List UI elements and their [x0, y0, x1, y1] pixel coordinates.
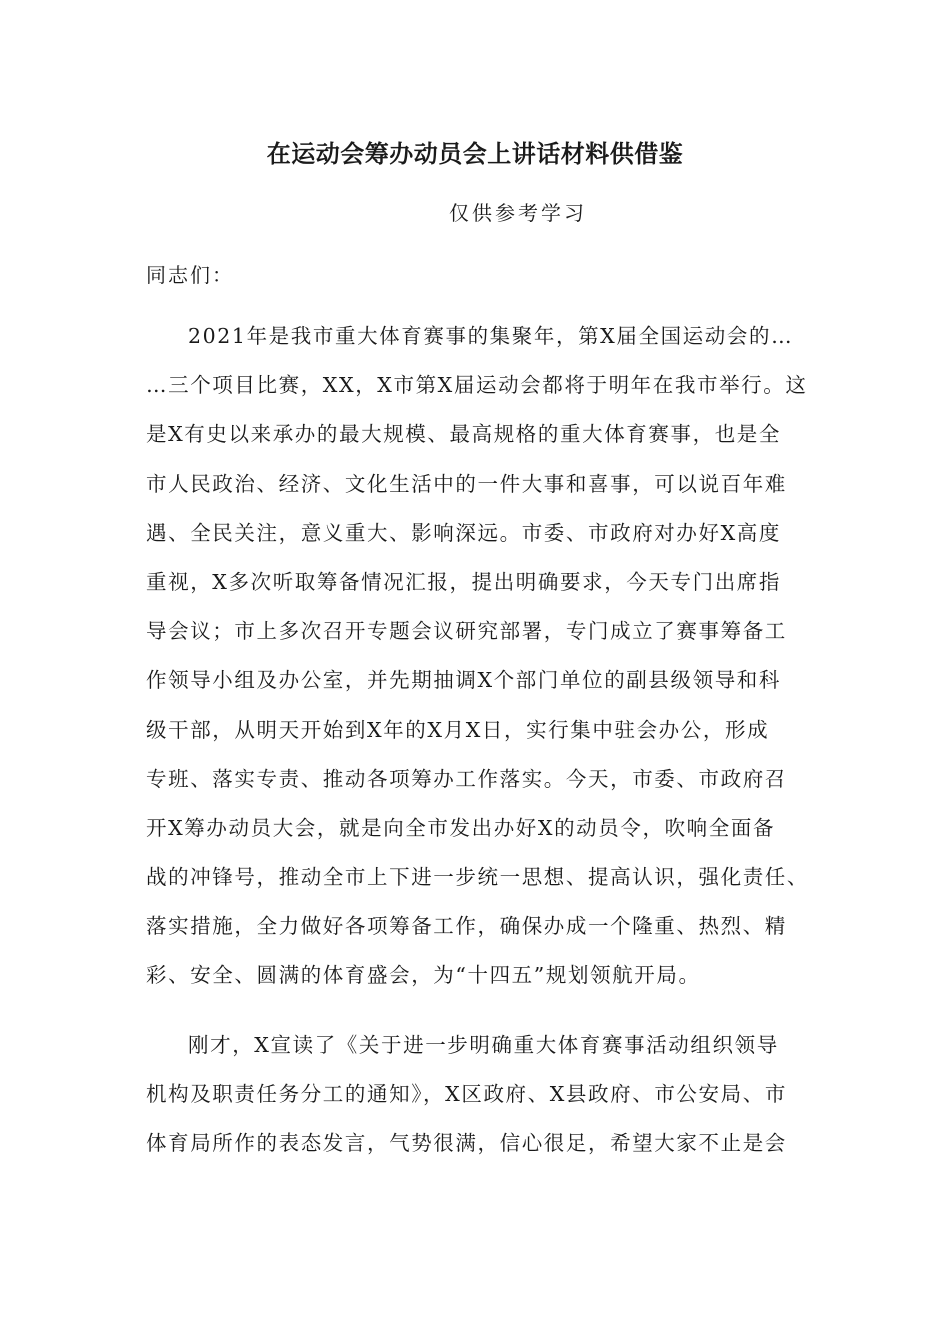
paragraph-line: 开X筹办动员大会，就是向全市发出办好X的动员令，吹响全面备 [146, 815, 776, 840]
paragraph-line: 2021年是我市重大体育赛事的集聚年，第X届全国运动会的… [188, 324, 794, 348]
document-title: 在运动会筹办动员会上讲话材料供借鉴 [266, 140, 684, 168]
paragraph-line: 导会议；市上多次召开专题会议研究部署，专门成立了赛事筹备工 [146, 619, 787, 644]
paragraph-line: 是X有史以来承办的最大规模、最高规格的重大体育赛事，也是全 [146, 422, 781, 447]
paragraph-line: 级干部，从明天开始到X年的X月X日，实行集中驻会办公，形成 [146, 717, 770, 742]
paragraph-line: 刚才，X宣读了《关于进一步明确重大体育赛事活动组织领导 [188, 1033, 779, 1057]
paragraph-line: …三个项目比赛，XX，X市第X届运动会都将于明年在我市举行。这 [146, 373, 808, 398]
paragraph-line: 遇、全民关注，意义重大、影响深远。市委、市政府对办好X高度 [146, 520, 781, 545]
paragraph-line: 专班、落实专责、推动各项筹办工作落实。今天，市委、市政府召 [146, 766, 787, 791]
paragraph-line: 作领导小组及办公室，并先期抽调X个部门单位的副县级领导和科 [146, 668, 781, 693]
paragraph-line: 体育局所作的表态发言，气势很满，信心很足，希望大家不止是会 [146, 1131, 787, 1156]
paragraph-line: 市人民政治、经济、文化生活中的一件大事和喜事，可以说百年难 [146, 471, 787, 496]
greeting: 同志们： [146, 263, 234, 287]
document-subtitle: 仅供参考学习 [449, 201, 587, 225]
paragraph-line: 彩、安全、圆满的体育盛会，为“十四五”规划领航开局。 [146, 963, 701, 988]
paragraph-line: 重视，X多次听取筹备情况汇报，提出明确要求，今天专门出席指 [146, 569, 781, 594]
paragraph [146, 312, 809, 1001]
paragraph-line: 战的冲锋号，推动全市上下进一步统一思想、提高认识，强化责任、 [146, 865, 809, 890]
paragraph [146, 1021, 806, 1169]
paragraph-line: 落实措施，全力做好各项筹备工作，确保办成一个隆重、热烈、精 [146, 914, 787, 939]
paragraph-line: 机构及职责任务分工的通知》，X区政府、X县政府、市公安局、市 [146, 1082, 787, 1107]
